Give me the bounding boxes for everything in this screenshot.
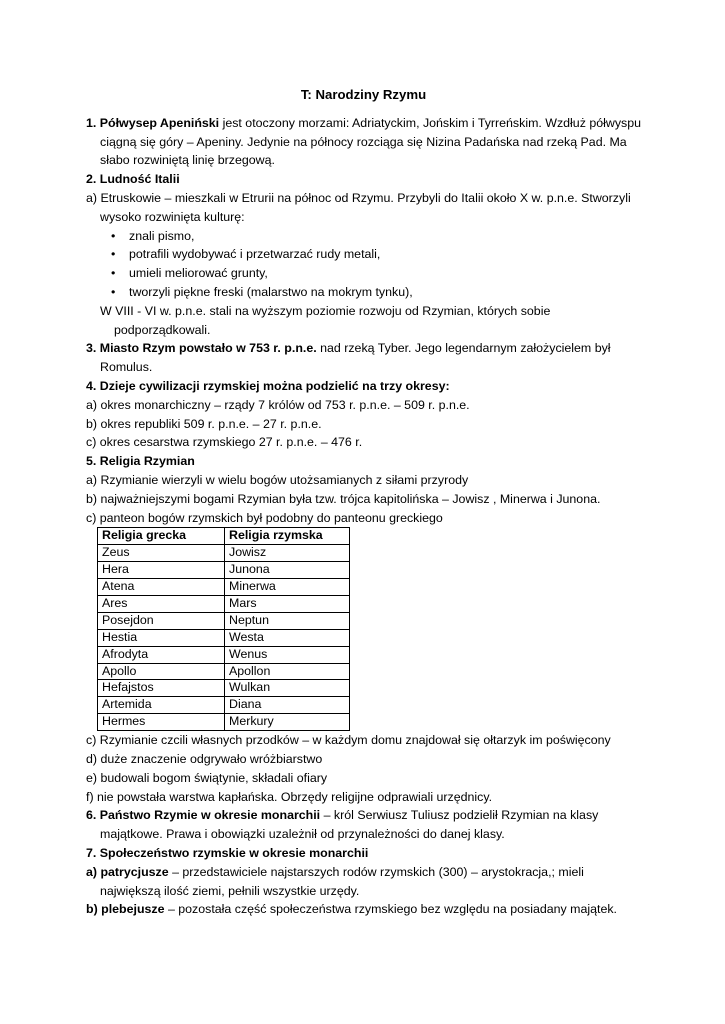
table-cell: Hestia xyxy=(98,629,225,646)
table-cell: Wulkan xyxy=(225,680,350,697)
table-row xyxy=(98,629,350,646)
etruscan-list xyxy=(86,227,646,302)
list-item: • umieli meliorować grunty, xyxy=(111,264,646,283)
table-cell: Hermes xyxy=(98,714,225,731)
section-2-a: a) Etruskowie – mieszkali w Etrurii na północ od Rzymu. Przybyli do Italii około X w. p.n.e. Stworzyli wysoko rozwinięta kulturę: xyxy=(86,190,631,224)
table-header-cell: Religia grecka xyxy=(98,528,225,545)
section-5-heading: 5. Religia Rzymian xyxy=(86,454,195,469)
section-5-item: c) panteon bogów rzymskich był podobny do panteonu greckiego xyxy=(86,510,443,525)
table-cell: Apollon xyxy=(225,663,350,680)
section-2-heading: 2. Ludność Italii xyxy=(86,172,180,187)
section-5-item: b) najważniejszymi bogami Rzymian była tzw. trójca kapitolińska – Jowisz , Minerwa i Junona. xyxy=(86,491,601,506)
section-5-item: c) Rzymianie czcili własnych przodków – w każdym domu znajdował się ołtarzyk im poświęcony xyxy=(86,733,611,748)
section-3 xyxy=(86,339,646,377)
table-cell: Jowisz xyxy=(225,545,350,562)
section-7-heading: 7. Społeczeństwo rzymskie w okresie monarchii xyxy=(86,845,369,860)
table-row xyxy=(98,579,350,596)
table-cell: Merkury xyxy=(225,714,350,731)
table-cell: Posejdon xyxy=(98,612,225,629)
table-cell: Zeus xyxy=(98,545,225,562)
section-7-b-text: – pozostała część społeczeństwa rzymskiego bez względu na posiadany majątek. xyxy=(164,902,617,917)
section-4-item: c) okres cesarstwa rzymskiego 27 r. p.n.e. – 476 r. xyxy=(86,435,363,450)
section-7-a-text: – przedstawiciele najstarszych rodów rzymskich (300) – arystokracja,; mieli największą ilość ziemi, pełnili wszystkie urzędy. xyxy=(100,864,584,898)
table-cell: Mars xyxy=(225,595,350,612)
table-cell: Apollo xyxy=(98,663,225,680)
list-item: • tworzyli piękne freski (malarstwo na mokrym tynku), xyxy=(111,283,646,302)
table-row xyxy=(98,545,350,562)
table-header-row xyxy=(98,528,350,545)
table-cell: Atena xyxy=(98,579,225,596)
table-row xyxy=(98,595,350,612)
section-1-text: jest otoczony morzami: Adriatyckim, Jońskim i Tyrreńskim. Wzdłuż półwyspu ciągną się góry – Apeniny. Jedynie na północy rozciąga się Nizina Padańska nad rzeką Pad. Ma słabo rozwiniętą linię brzegową. xyxy=(100,115,641,168)
gods-table xyxy=(97,527,350,731)
section-6-label: 6. Państwo Rzymie w okresie monarchii xyxy=(86,808,321,823)
section-5-item: e) budowali bogom świątynie, składali ofiary xyxy=(86,770,328,785)
table-row xyxy=(98,680,350,697)
section-2-after: W VIII - VI w. p.n.e. stali na wyższym poziomie rozwoju od Rzymian, których sobie podporządkowali. xyxy=(100,303,551,337)
section-5-item: d) duże znaczenie odgrywało wróżbiarstwo xyxy=(86,752,323,766)
table-cell: Ares xyxy=(98,595,225,612)
table-cell: Wenus xyxy=(225,646,350,663)
table-row xyxy=(98,562,350,579)
section-4-item: a) okres monarchiczny – rządy 7 królów od 753 r. p.n.e. – 509 r. p.n.e. xyxy=(86,397,470,412)
table-cell: Neptun xyxy=(225,612,350,629)
section-6 xyxy=(86,806,646,844)
document-content xyxy=(86,86,646,919)
table-cell: Minerwa xyxy=(225,579,350,596)
table-cell: Hera xyxy=(98,562,225,579)
table-cell: Westa xyxy=(225,629,350,646)
table-cell: Hefajstos xyxy=(98,680,225,697)
table-row xyxy=(98,714,350,731)
section-4-heading: 4. Dzieje cywilizacji rzymskiej można podzielić na trzy okresy: xyxy=(86,378,450,393)
table-row xyxy=(98,697,350,714)
table-cell: Junona xyxy=(225,562,350,579)
table-row xyxy=(98,646,350,663)
page-title: T: Narodziny Rzymu xyxy=(300,87,427,102)
list-item: • znali pismo, xyxy=(111,227,646,246)
section-7-b-label: b) plebejusze xyxy=(86,902,165,917)
section-3-text: nad rzeką Tyber. Jego legendarnym założycielem był Romulus. xyxy=(100,341,611,375)
section-7-a xyxy=(86,863,646,901)
section-7-b xyxy=(86,900,646,919)
list-item: • potrafili wydobywać i przetwarzać rudy metali, xyxy=(111,245,646,264)
table-row xyxy=(98,663,350,680)
section-1-label: 1. Półwysep Apeniński xyxy=(86,115,220,130)
table-cell: Afrodyta xyxy=(98,646,225,663)
section-5-item: a) Rzymianie wierzyli w wielu bogów utożsamianych z siłami przyrody xyxy=(86,472,469,487)
section-7-a-label: a) patrycjusze xyxy=(86,864,169,879)
table-header-cell: Religia rzymska xyxy=(225,528,350,545)
table-cell: Artemida xyxy=(98,697,225,714)
section-6-text: – król Serwiusz Tuliusz podzielił Rzymian na klasy majątkowe. Prawa i obowiązki uzależnił od przynależności do danej klasy. xyxy=(100,808,599,842)
section-4-item: b) okres republiki 509 r. p.n.e. – 27 r. p.n.e. xyxy=(86,416,322,431)
table-cell: Diana xyxy=(225,697,350,714)
table-row xyxy=(98,612,350,629)
section-1 xyxy=(86,114,646,170)
section-3-label: 3. Miasto Rzym powstało w 753 r. p.n.e. xyxy=(86,341,317,356)
section-5-item: f) nie powstała warstwa kapłańska. Obrzędy religijne odprawiali urzędnicy. xyxy=(86,789,493,804)
